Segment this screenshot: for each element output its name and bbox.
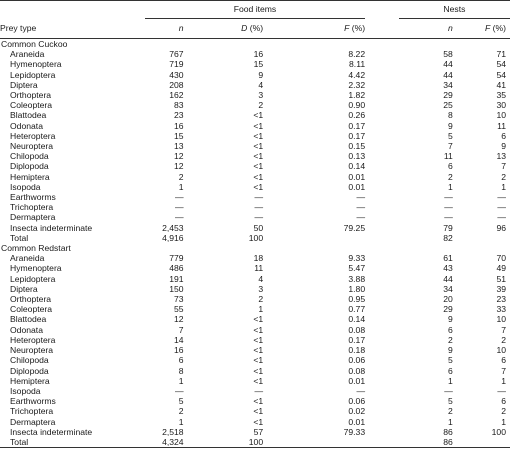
table-row	[0, 314, 510, 324]
food-n-cell: 2,453	[162, 222, 184, 233]
nests-n-cell: —	[444, 202, 453, 213]
table-row	[0, 263, 510, 273]
nests-f-cell: 39	[496, 283, 506, 294]
nests-n-cell: 2	[448, 334, 453, 345]
food-f-cell: 2.32	[348, 79, 366, 90]
food-d-cell: 2	[258, 100, 264, 111]
nests-n-cell: 86	[443, 426, 453, 437]
nests-f-cell: 9	[501, 141, 506, 152]
food-f-cell: —	[356, 212, 366, 223]
prey-type-cell: Diplopoda	[10, 161, 49, 172]
table-row	[0, 427, 510, 437]
food-f-cell: 3.88	[348, 273, 366, 284]
prey-type-cell: Isopoda	[10, 385, 41, 396]
food-n-cell: —	[174, 385, 184, 396]
nests-f-cell: —	[497, 212, 506, 223]
food-f-cell: 0.17	[348, 334, 366, 345]
table-row	[0, 49, 510, 59]
food-f-cell: 0.15	[348, 141, 366, 152]
nests-f-cell: —	[497, 202, 506, 213]
table-row	[0, 212, 510, 222]
food-n-cell: 779	[169, 253, 184, 264]
prey-type-cell: Total	[0, 437, 145, 448]
table-row	[0, 406, 510, 416]
nests-f-cell: 54	[496, 69, 506, 80]
prey-type-cell: Isopoda	[10, 181, 41, 192]
nests-n-header: n	[399, 19, 453, 39]
prey-type-cell: Insecta indeterminate	[10, 222, 93, 233]
nests-f-header	[453, 19, 510, 39]
nests-n-cell: 25	[443, 100, 453, 111]
prey-type-cell: Total	[10, 232, 29, 243]
food-f-cell: 0.08	[348, 365, 366, 376]
food-d-cell: <1	[253, 334, 264, 345]
food-d-cell: 18	[253, 253, 264, 264]
nests-n-cell: 2	[448, 406, 453, 417]
food-n-cell: 16	[174, 345, 184, 356]
table-row	[0, 172, 510, 182]
food-f-cell: 0.95	[348, 294, 366, 305]
table-row	[0, 294, 510, 304]
header-row-columns	[0, 19, 510, 39]
nests-f-cell: —	[497, 385, 506, 396]
food-f-cell	[263, 437, 365, 448]
food-n-cell: 719	[169, 59, 184, 70]
food-n-cell: 14	[174, 334, 184, 345]
nests-n-cell: 43	[443, 263, 453, 274]
nests-f-cell: 1	[501, 416, 506, 427]
food-n-cell: 7	[178, 324, 184, 335]
food-n-cell: 83	[174, 100, 184, 111]
food-f-cell	[263, 233, 365, 243]
food-f-cell: 0.01	[348, 416, 366, 427]
food-n-cell: 1	[178, 416, 184, 427]
prey-type-cell: Diplopoda	[10, 365, 49, 376]
nests-n-cell: 44	[443, 59, 453, 70]
food-n-cell: 8	[178, 365, 184, 376]
nests-n-cell: 2	[448, 171, 453, 182]
food-f-cell: 79.25	[343, 222, 366, 233]
food-d-cell: <1	[253, 375, 264, 386]
food-d-cell: 3	[258, 90, 264, 101]
nests-n-cell: 1	[448, 416, 453, 427]
food-f-cell: 0.02	[348, 406, 366, 417]
food-n-cell: 486	[169, 263, 184, 274]
food-n-cell: 12	[174, 161, 184, 172]
prey-type-cell: Lepidoptera	[10, 273, 56, 284]
nests-n-cell: 79	[443, 222, 453, 233]
nests-f-unit: (%)	[490, 23, 506, 33]
food-f-cell: 0.06	[348, 355, 366, 366]
food-d-cell: —	[254, 192, 264, 203]
nests-n-cell: 7	[448, 141, 453, 152]
food-d-cell: 100	[184, 437, 264, 448]
nests-f-cell: 10	[496, 110, 506, 121]
prey-type-cell: Chilopoda	[10, 151, 49, 162]
prey-type-cell: Heteroptera	[10, 334, 56, 345]
table-row	[0, 335, 510, 345]
nests-n-cell: 34	[443, 79, 453, 90]
food-f-cell: 4.42	[348, 69, 366, 80]
food-f-cell: 8.22	[348, 49, 366, 60]
table-row	[0, 121, 510, 131]
nests-n-cell: —	[444, 192, 453, 203]
table-row	[0, 182, 510, 192]
prey-type-cell: Orthoptera	[10, 294, 52, 305]
prey-type-cell: Blattodea	[10, 110, 47, 121]
food-n-cell: 2	[178, 171, 184, 182]
prey-type-cell: Diptera	[10, 79, 38, 90]
nests-n-cell: 29	[443, 90, 453, 101]
prey-type-cell: Neuroptera	[10, 345, 53, 356]
food-d-cell: 4	[258, 273, 264, 284]
nests-n-cell: 58	[443, 49, 453, 60]
nests-n-cell: 9	[448, 120, 453, 131]
food-f-letter: F	[344, 23, 350, 33]
prey-type-cell: Orthoptera	[10, 90, 52, 101]
food-n-cell: 1	[178, 375, 184, 386]
table-row	[0, 192, 510, 202]
table-row	[0, 131, 510, 141]
prey-type-cell: Lepidoptera	[10, 69, 56, 80]
food-f-cell: 1.82	[348, 90, 366, 101]
nests-n-cell: 5	[448, 130, 453, 141]
prey-type-cell: Coleoptera	[10, 100, 53, 111]
food-f-header	[263, 19, 365, 39]
food-d-cell: <1	[253, 141, 264, 152]
table-row	[0, 70, 510, 80]
nests-f-cell: 30	[496, 100, 506, 111]
food-f-cell: 0.26	[348, 110, 366, 121]
table-row	[0, 366, 510, 376]
food-f-cell: 0.08	[348, 324, 366, 335]
food-n-cell: 1	[178, 181, 184, 192]
food-n-cell: —	[174, 192, 184, 203]
food-n-cell: —	[174, 212, 184, 223]
nests-n-cell: 9	[448, 314, 453, 325]
prey-type-cell: Araneida	[10, 49, 45, 60]
food-n-cell: 13	[174, 141, 184, 152]
food-d-letter: D	[241, 23, 248, 33]
food-d-cell: <1	[253, 181, 264, 192]
table-row	[0, 141, 510, 151]
food-n-header: n	[145, 19, 184, 39]
prey-type-cell: Earthworms	[10, 192, 56, 203]
food-f-cell: 0.18	[348, 345, 366, 356]
nests-n-cell: 6	[448, 324, 453, 335]
food-f-cell: 0.14	[348, 314, 366, 325]
food-f-cell: 0.17	[348, 120, 366, 131]
food-n-cell: 2	[178, 406, 184, 417]
food-n-cell: 5	[178, 396, 184, 407]
nests-f-cell: 7	[501, 365, 506, 376]
table-row	[0, 325, 510, 335]
food-f-cell: 0.77	[348, 304, 366, 315]
prey-type-cell: Hemiptera	[10, 171, 50, 182]
table-row	[0, 80, 510, 90]
food-d-cell: <1	[253, 406, 264, 417]
food-f-cell: —	[356, 202, 366, 213]
food-d-cell: <1	[253, 396, 264, 407]
nests-f-cell: 6	[501, 130, 506, 141]
table-row	[0, 100, 510, 110]
nests-n-cell: 6	[448, 161, 453, 172]
food-f-cell: 0.13	[348, 151, 366, 162]
food-d-cell: 11	[254, 263, 264, 274]
prey-type-header: Prey type	[0, 19, 145, 39]
food-d-cell: —	[254, 385, 264, 396]
prey-type-cell: Dermaptera	[10, 416, 56, 427]
nests-n-cell: 5	[448, 355, 453, 366]
nests-n-cell: 6	[448, 365, 453, 376]
table-row	[0, 284, 510, 294]
food-d-cell: —	[254, 212, 264, 223]
nests-f-cell: 41	[496, 79, 506, 90]
food-d-cell: 1	[258, 304, 264, 315]
food-f-cell: 0.17	[348, 130, 366, 141]
nests-f-cell: 51	[496, 273, 506, 284]
food-d-cell: <1	[253, 120, 264, 131]
food-f-cell: 0.01	[348, 171, 366, 182]
food-f-cell: 0.01	[348, 375, 366, 386]
nests-f-cell: 23	[496, 294, 506, 305]
food-items-header: Food items	[145, 1, 365, 19]
food-d-cell: <1	[253, 130, 264, 141]
food-f-unit: (%)	[349, 23, 366, 33]
nests-n-cell: 44	[443, 69, 453, 80]
table-row	[0, 355, 510, 365]
nests-n-cell: —	[444, 212, 453, 223]
food-n-cell: 150	[169, 283, 184, 294]
food-n-cell: 4,324	[145, 437, 184, 448]
nests-f-cell: 54	[496, 59, 506, 70]
prey-type-cell: Diptera	[10, 283, 38, 294]
nests-n-cell: 8	[448, 110, 453, 121]
table-row	[0, 345, 510, 355]
food-d-cell: <1	[253, 151, 264, 162]
species-name: Common Cuckoo	[1, 39, 68, 49]
table-row	[0, 151, 510, 161]
food-n-cell: 6	[178, 355, 184, 366]
table-row	[0, 161, 510, 171]
food-f-cell: 0.01	[348, 181, 366, 192]
food-f-cell: 79.33	[343, 426, 366, 437]
food-d-cell: <1	[253, 416, 264, 427]
prey-type-cell: Coleoptera	[10, 304, 53, 315]
nests-f-cell: 1	[501, 181, 506, 192]
food-d-cell: <1	[253, 355, 264, 366]
food-d-unit: (%)	[247, 23, 264, 33]
table-row	[0, 417, 510, 427]
nests-n-cell: 61	[443, 253, 453, 264]
header-row-groups	[0, 1, 510, 19]
species-name: Common Redstart	[1, 243, 71, 254]
food-n-cell: 12	[174, 314, 184, 325]
prey-type-cell: Araneida	[10, 253, 45, 264]
food-n-cell: 12	[174, 151, 184, 162]
nests-f-cell: 33	[496, 304, 506, 315]
table-row	[0, 376, 510, 386]
table-body	[0, 39, 510, 448]
food-d-cell: 16	[253, 49, 264, 60]
food-n-cell: 23	[174, 110, 184, 121]
prey-type-cell: Blattodea	[10, 314, 47, 325]
prey-type-cell: Odonata	[10, 120, 43, 131]
table-row	[0, 304, 510, 314]
nests-f-letter: F	[484, 23, 491, 33]
table-row	[0, 202, 510, 212]
table-row	[0, 110, 510, 120]
food-f-cell: 8.11	[349, 59, 366, 70]
food-n-cell: 2,518	[162, 426, 184, 437]
table-row	[0, 274, 510, 284]
nests-f-cell: —	[497, 192, 506, 203]
prey-type-cell: Trichoptera	[10, 406, 54, 417]
nests-f-cell: 2	[501, 406, 506, 417]
table-row	[0, 396, 510, 406]
nests-n-cell: 82	[443, 232, 453, 243]
nests-f-cell: 100	[491, 426, 506, 437]
nests-f-cell: 70	[496, 253, 506, 264]
food-f-cell: 0.90	[348, 100, 366, 111]
food-d-cell: 9	[258, 69, 264, 80]
food-d-cell: 50	[253, 222, 264, 233]
nests-n-cell: 86	[399, 437, 453, 448]
nests-f-cell: 7	[501, 161, 506, 172]
nests-n-cell: 1	[448, 181, 453, 192]
nests-n-cell: 34	[443, 283, 453, 294]
food-d-cell: 2	[258, 294, 264, 305]
nests-f-cell: 71	[496, 49, 506, 60]
table-row	[0, 437, 510, 448]
prey-type-cell: Chilopoda	[10, 355, 49, 366]
nests-f-cell: 1	[501, 375, 506, 386]
prey-type-cell: Insecta indeterminate	[10, 426, 93, 437]
food-f-cell: —	[356, 192, 366, 203]
food-d-cell: <1	[253, 365, 264, 376]
nests-n-cell: —	[444, 385, 453, 396]
food-n-cell: 55	[174, 304, 184, 315]
food-f-cell: —	[356, 385, 366, 396]
food-f-cell: 0.06	[348, 396, 366, 407]
food-d-cell: 15	[253, 59, 264, 70]
food-f-cell: 9.33	[348, 253, 366, 264]
nests-header: Nests	[399, 1, 510, 19]
nests-n-cell: 44	[443, 273, 453, 284]
prey-type-cell: Hemiptera	[10, 375, 50, 386]
food-d-cell: <1	[253, 314, 264, 325]
prey-type-cell: Hymenoptera	[10, 59, 62, 70]
table-row	[0, 90, 510, 100]
nests-n-cell: 1	[448, 375, 453, 386]
nests-f-cell: 6	[501, 355, 506, 366]
species-row	[0, 243, 510, 253]
food-d-cell: <1	[253, 161, 264, 172]
nests-f-cell	[453, 437, 510, 448]
nests-f-cell: 2	[501, 334, 506, 345]
table-row	[0, 223, 510, 233]
prey-type-cell: Dermaptera	[10, 212, 56, 223]
food-n-cell: 4,916	[162, 232, 184, 243]
food-n-cell: 208	[169, 79, 184, 90]
prey-type-cell: Heteroptera	[10, 130, 56, 141]
table-row	[0, 253, 510, 263]
food-n-cell: 16	[174, 120, 184, 131]
nests-n-cell: 29	[443, 304, 453, 315]
nests-n-cell: 20	[443, 294, 453, 305]
prey-type-cell: Earthworms	[10, 396, 56, 407]
table-row	[0, 59, 510, 69]
prey-type-cell: Trichoptera	[10, 202, 54, 213]
prey-type-cell: Neuroptera	[10, 141, 53, 152]
table-row	[0, 233, 510, 243]
food-d-cell: <1	[253, 110, 264, 121]
nests-f-cell: 13	[496, 151, 506, 162]
food-d-cell: <1	[253, 324, 264, 335]
nests-n-cell: 11	[443, 151, 453, 162]
food-d-cell: 3	[258, 283, 264, 294]
prey-type-cell: Odonata	[10, 324, 43, 335]
nests-f-cell: 7	[501, 324, 506, 335]
food-d-header	[184, 19, 264, 39]
nests-n-cell: 5	[448, 396, 453, 407]
food-d-cell: <1	[253, 171, 264, 182]
food-d-cell: <1	[253, 345, 264, 356]
food-n-cell: 767	[169, 49, 184, 60]
food-n-cell: 15	[174, 130, 184, 141]
food-n-cell: —	[174, 202, 184, 213]
nests-n-cell: 9	[448, 345, 453, 356]
food-n-cell: 162	[169, 90, 184, 101]
prey-type-cell: Hymenoptera	[10, 263, 62, 274]
food-d-cell: 4	[258, 79, 264, 90]
nests-f-cell: 49	[496, 263, 506, 274]
nests-f-cell: 10	[496, 345, 506, 356]
food-f-cell: 1.80	[348, 283, 366, 294]
nests-f-cell: 6	[501, 396, 506, 407]
nests-f-cell: 2	[501, 171, 506, 182]
nests-f-cell: 96	[496, 222, 506, 233]
nests-f-cell: 11	[497, 120, 506, 131]
food-d-cell: 57	[253, 426, 264, 437]
nests-f-cell	[453, 233, 510, 243]
food-d-cell: —	[254, 202, 264, 213]
food-d-cell: 100	[248, 232, 264, 243]
food-n-cell: 191	[169, 273, 184, 284]
nests-f-cell: 35	[496, 90, 506, 101]
food-f-cell: 0.14	[348, 161, 366, 172]
table-row	[0, 386, 510, 396]
food-n-cell: 430	[169, 69, 184, 80]
food-f-cell: 5.47	[348, 263, 366, 274]
species-row	[0, 39, 510, 50]
nests-f-cell: 10	[496, 314, 506, 325]
food-n-cell: 73	[174, 294, 184, 305]
